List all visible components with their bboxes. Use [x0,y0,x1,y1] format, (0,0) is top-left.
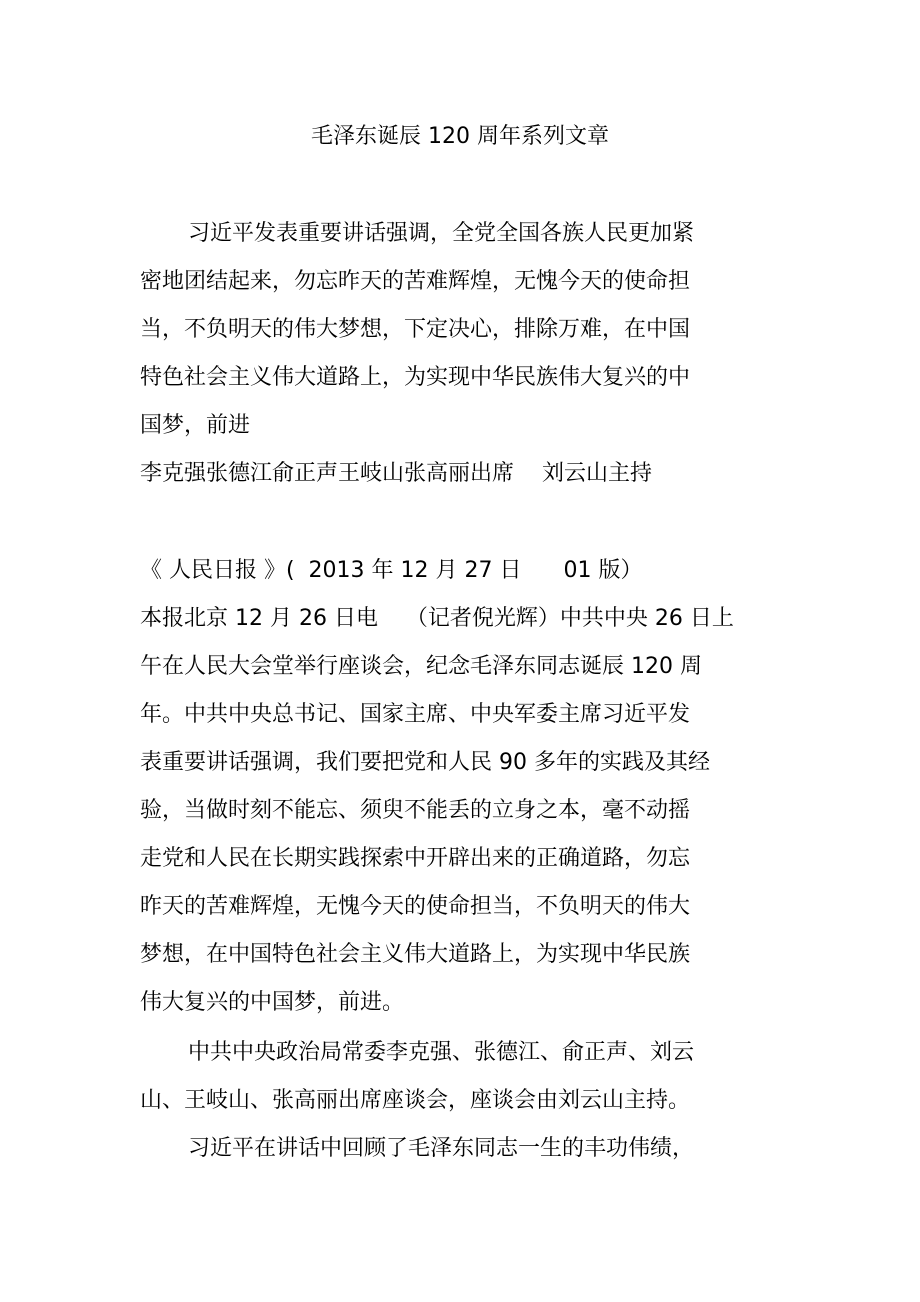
attendees-line: 李克强张德江俞正声王岐山张高丽出席 刘云山主持 [140,461,652,486]
body-line: 走党和人民在长期实践探索中开辟出来的正确道路，勿忘 [140,846,691,871]
body-line: 表重要讲话强调，我们要把党和人民 90 多年的实践及其经 [140,750,710,775]
lead-line: 特色社会主义伟大道路上，为实现中华民族伟大复兴的中 [140,365,691,390]
body-line: 年。中共中央总书记、国家主席、中央军委主席习近平发 [140,702,691,727]
article-title: 毛泽东诞辰 120 周年系列文章 [311,124,609,149]
body-line: 伟大复兴的中国梦，前进。 [140,990,405,1015]
lead-line: 习近平发表重要讲话强调，全党全国各族人民更加紧 [188,221,695,246]
body-line: 山、王岐山、张高丽出席座谈会，座谈会由刘云山主持。 [140,1088,691,1113]
lead-line: 密地团结起来，勿忘昨天的苦难辉煌，无愧今天的使命担 [140,269,691,294]
body-line: 习近平在讲话中回顾了毛泽东同志一生的丰功伟绩， [188,1136,695,1161]
body-line: 验，当做时刻不能忘、须臾不能丢的立身之本，毫不动摇 [140,798,691,823]
source-line: 《 人民日报 》( 2013 年 12 月 27 日 01 版） [140,558,643,583]
lead-line: 国梦，前进 [140,413,251,438]
body-line: 本报北京 12 月 26 日电 （记者倪光辉）中共中央 26 日上 [140,606,734,631]
body-line: 中共中央政治局常委李克强、张德江、俞正声、刘云 [188,1040,695,1065]
body-line: 午在人民大会堂举行座谈会，纪念毛泽东同志诞辰 120 周 [140,654,702,679]
lead-line: 当，不负明天的伟大梦想，下定决心，排除万难，在中国 [140,317,691,342]
body-line: 昨天的苦难辉煌，无愧今天的使命担当，不负明天的伟大 [140,894,691,919]
body-line: 梦想，在中国特色社会主义伟大道路上，为实现中华民族 [140,942,691,967]
